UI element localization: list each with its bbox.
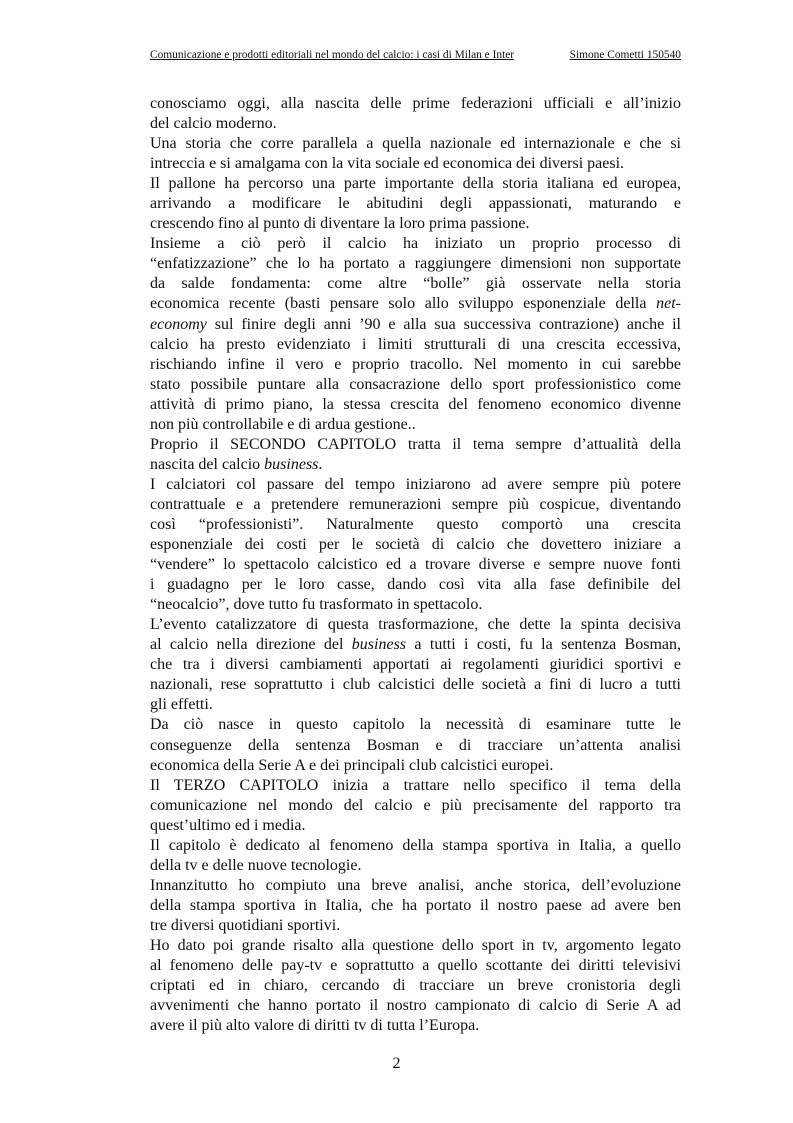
text-line [150, 194, 681, 214]
text-line [150, 395, 681, 415]
line-text: Da ciò nasce in questo capitolo la necessità di esaminare tutte le [150, 716, 681, 734]
line-text: Una storia che corre parallela a quella nazionale ed internazionale e che si [150, 135, 681, 153]
text-line [150, 254, 681, 274]
running-header [150, 48, 681, 62]
text-line [150, 836, 681, 856]
italic-term: business [264, 455, 319, 473]
text-line [150, 776, 681, 796]
line-text: Insieme a ciò però il calcio ha iniziato un proprio processo di [150, 235, 681, 253]
line-text: a tutti i costi, fu la sentenza Bosman, [406, 636, 681, 654]
line-text: non più controllabile e di ardua gestione.. [150, 415, 416, 433]
line-text: “neocalcio”, dove tutto fu trasformato in spettacolo. [150, 596, 483, 614]
line-text: tre diversi quotidiani sportivi. [150, 916, 341, 934]
text-line [150, 355, 681, 375]
line-text: nascita del calcio [150, 455, 265, 473]
text-line [150, 515, 681, 535]
line-text: Ho dato poi grande risalto alla questione dello sport in tv, argomento legato [150, 936, 681, 954]
line-text: stato possibile puntare alla consacrazione dello sport professionistico come [150, 375, 681, 393]
text-line [150, 896, 681, 916]
line-text: . [318, 455, 323, 473]
text-line [150, 274, 681, 294]
line-text: da salde fondamenta: come altre “bolle” già osservate nella storia [150, 275, 681, 293]
line-text: al fenomeno delle pay-tv e soprattutto a quello scottante dei diritti televisivi [150, 957, 681, 975]
line-text: arrivando a modificare le abitudini degli appassionati, maturando e [150, 195, 681, 213]
page-number: 2 [392, 1055, 401, 1072]
line-text: esponenziale dei costi per le società di calcio che dovettero iniziare a [150, 536, 681, 554]
line-text: avere il più alto valore di diritti tv di tutta l’Europa. [150, 1017, 480, 1035]
line-text: L’evento catalizzatore di questa trasformazione, che dette la spinta decisiva [150, 616, 681, 634]
text-line [150, 595, 681, 615]
text-line [150, 335, 681, 355]
italic-term: economy [150, 315, 207, 333]
text-line [150, 94, 681, 114]
line-text: della tv e delle nuove tecnologie. [150, 856, 362, 874]
text-line [150, 315, 681, 335]
italic-term: business [351, 636, 407, 654]
text-line [150, 475, 681, 495]
text-line [150, 214, 681, 234]
text-line [150, 114, 681, 134]
line-text: calcio ha presto evidenziato i limiti strutturali di una crescita eccessiva, [150, 335, 681, 353]
header-title: Comunicazione e prodotti editoriali nel mondo del calcio: i casi di Milan e Inter [150, 49, 515, 61]
line-text: della stampa sportiva in Italia, che ha portato il nostro paese ad avere ben [150, 896, 681, 914]
line-text: così “professionisti”. Naturalmente questo comportò una crescita [150, 515, 681, 533]
text-line [150, 876, 681, 896]
text-line [150, 655, 681, 675]
body-text [150, 94, 681, 1036]
line-text: Il capitolo è dedicato al fenomeno della stampa sportiva in Italia, a quello [150, 836, 681, 854]
text-line [150, 455, 681, 475]
line-text: Innanzitutto ho compiuto una breve analisi, anche storica, dell’evoluzione [150, 876, 681, 894]
line-text: gli effetti. [150, 696, 213, 714]
text-line [150, 976, 681, 996]
text-line [150, 174, 681, 194]
line-text: al calcio nella direzione del [150, 636, 352, 654]
italic-term: net- [656, 295, 681, 313]
text-line [150, 495, 681, 515]
text-line [150, 635, 681, 655]
line-text: economica recente (basti pensare solo allo sviluppo esponenziale della [150, 295, 657, 313]
line-text: Proprio il SECONDO CAPITOLO tratta il tema sempre d’attualità della [150, 435, 681, 453]
line-text: Il pallone ha percorso una parte importante della storia italiana ed europea, [150, 175, 681, 193]
line-text: comunicazione nel mondo del calcio e più precisamente del rapporto tra [150, 796, 681, 814]
text-line [150, 816, 681, 836]
text-line [150, 1016, 681, 1036]
line-text: I calciatori col passare del tempo iniziarono ad avere sempre più potere [150, 475, 681, 493]
line-text: “vendere” lo spettacolo calcistico ed a trovare diverse e sempre nuove fonti [150, 556, 681, 574]
text-line [150, 535, 681, 555]
text-line [150, 555, 681, 575]
text-line [150, 435, 681, 455]
text-line [150, 756, 681, 776]
line-text: i guadagno per le loro casse, dando così vita alla fase definibile del [150, 576, 681, 594]
line-text: intreccia e si amalgama con la vita sociale ed economica dei diversi paesi. [150, 155, 625, 173]
text-line [150, 234, 681, 254]
line-text: del calcio moderno. [150, 115, 277, 133]
text-line [150, 575, 681, 595]
text-line [150, 675, 681, 695]
text-line [150, 615, 681, 635]
line-text: nazionali, rese soprattutto i club calcistici delle società a fini di lucro a tutti [150, 676, 681, 694]
line-text: conseguenze della sentenza Bosman e di tracciare un’attenta analisi [150, 736, 681, 754]
line-text: rischiando infine il vero e proprio tracollo. Nel momento in cui sarebbe [150, 355, 681, 373]
line-text: attività di primo piano, la stessa crescita del fenomeno economico divenne [150, 395, 681, 413]
text-line [150, 736, 681, 756]
text-line [150, 375, 681, 395]
line-text: quest’ultimo ed i media. [150, 816, 306, 834]
line-text: contrattuale e a pretendere remunerazioni sempre più cospicue, diventando [150, 495, 681, 513]
line-text: sul finire degli anni ’90 e alla sua successiva contrazione) anche il [206, 315, 681, 333]
text-line [150, 134, 681, 154]
line-text: conosciamo oggi, alla nascita delle prime federazioni ufficiali e all’inizio [150, 95, 681, 112]
text-line [150, 695, 681, 715]
line-text: avvenimenti che hanno portato il nostro campionato di calcio di Serie A ad [150, 997, 681, 1015]
text-line [150, 856, 681, 876]
line-text: crescendo fino al punto di diventare la loro prima passione. [150, 215, 530, 233]
text-line [150, 996, 681, 1016]
line-text: “enfatizzazione” che lo ha portato a raggiungere dimensioni non supportate [150, 255, 681, 273]
text-line [150, 916, 681, 936]
text-line [150, 154, 681, 174]
text-line [150, 936, 681, 956]
line-text: che tra i diversi cambiamenti apportati ai regolamenti giuridici sportivi e [150, 656, 681, 674]
line-text: criptati ed in chiaro, cercando di tracciare un breve cronistoria degli [150, 977, 681, 995]
text-line [150, 415, 681, 435]
text-line [150, 956, 681, 976]
text-line [150, 796, 681, 816]
line-text: economica della Serie A e dei principali club calcistici europei. [150, 756, 554, 774]
text-line [150, 294, 681, 314]
line-text: Il TERZO CAPITOLO inizia a trattare nello specifico il tema della [150, 776, 681, 794]
header-author: Simone Cometti 150540 [569, 49, 681, 61]
text-line [150, 715, 681, 735]
